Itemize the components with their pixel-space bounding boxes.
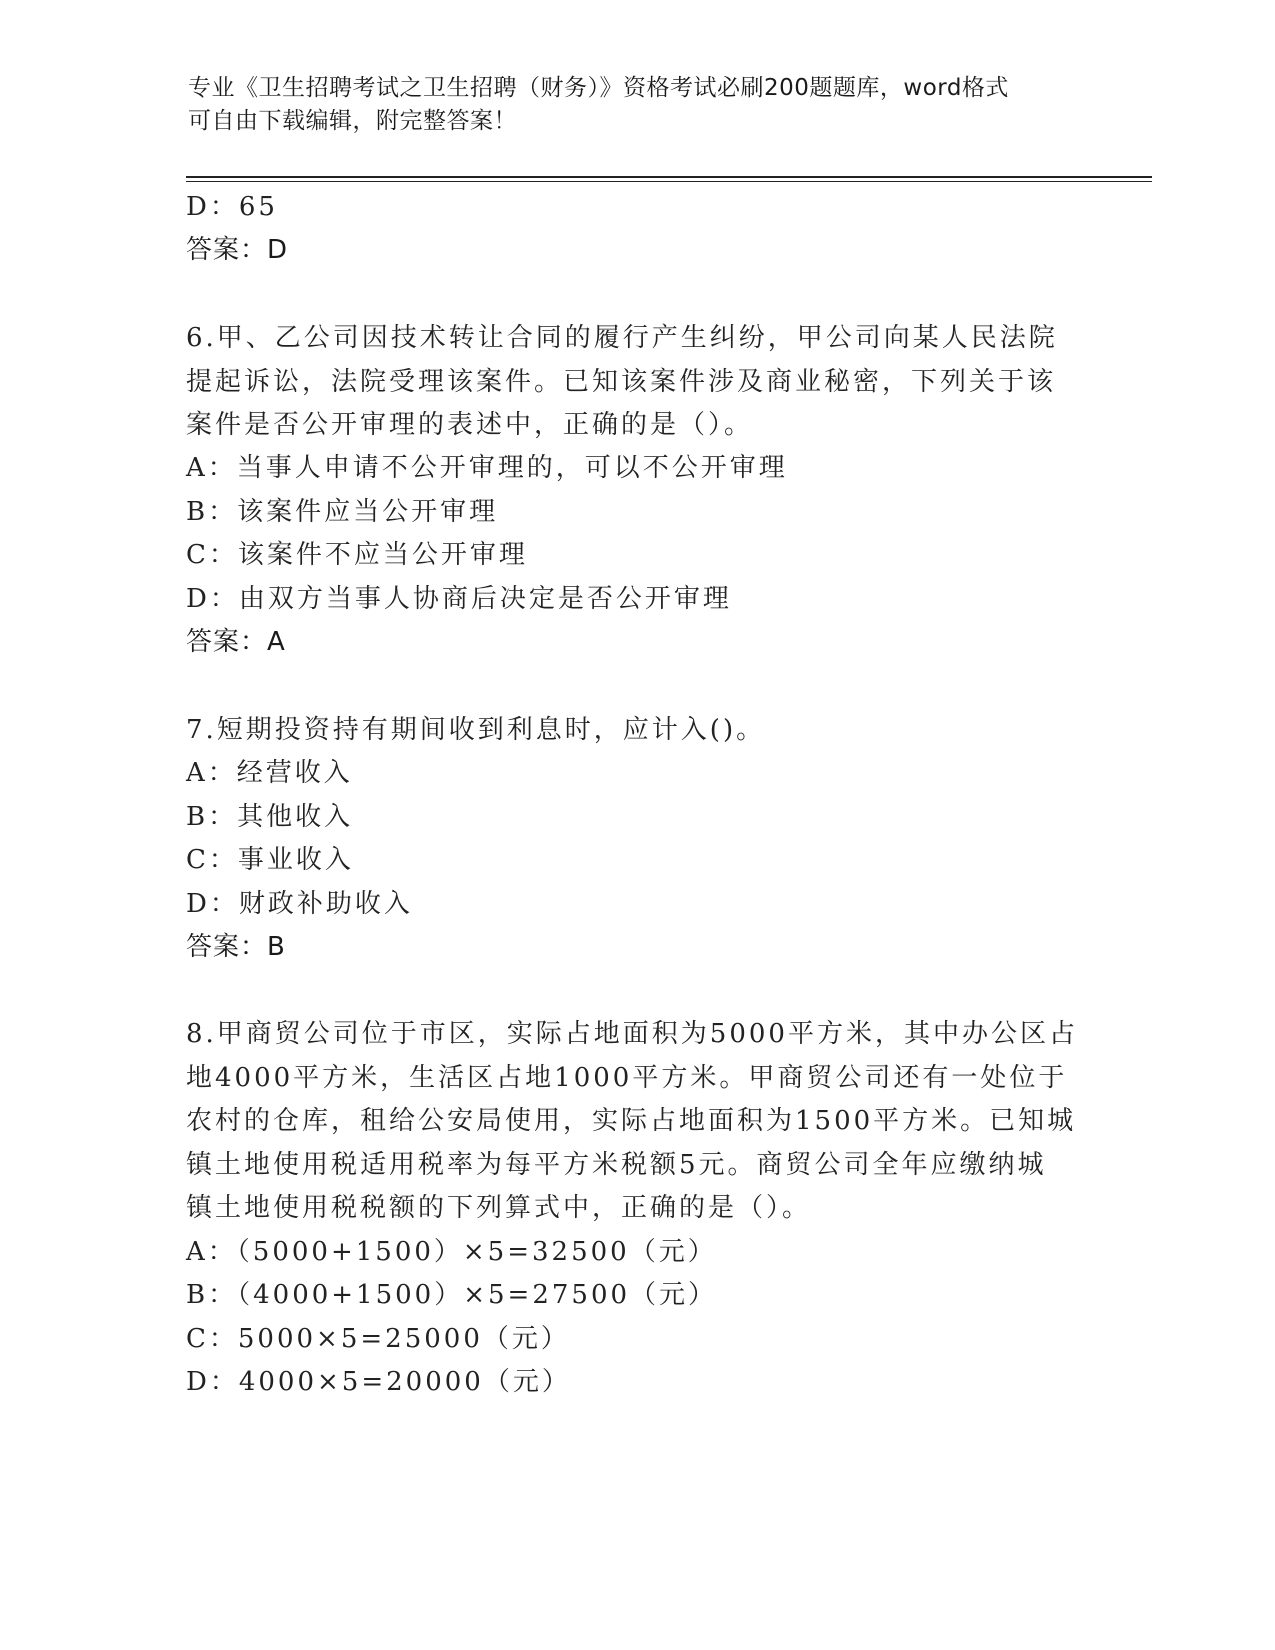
q8-option-b: B：（4000+1500）×5=27500（元） [186, 1280, 718, 1310]
q8-stem-line-1: 8.甲商贸公司位于市区，实际占地面积为5000平方米，其中办公区占 [186, 1019, 1078, 1049]
q8-option-d: D：4000×5=20000（元） [186, 1367, 571, 1397]
q7-stem-line-1: 7.短期投资持有期间收到利息时，应计入()。 [186, 715, 766, 745]
q6-answer: 答案：A [186, 627, 286, 657]
q7-option-d: D：财政补助收入 [186, 889, 413, 919]
q7-option-b: B：其他收入 [186, 802, 354, 832]
q7-answer: 答案：B [186, 932, 286, 962]
q6-option-c: C：该案件不应当公开审理 [186, 540, 528, 570]
header-divider-thin [186, 181, 1152, 182]
q8-stem-line-2: 地4000平方米，生活区占地1000平方米。甲商贸公司还有一处位于 [186, 1063, 1068, 1093]
document-header [188, 72, 1088, 138]
q8-stem-line-3: 农村的仓库，租给公安局使用，实际占地面积为1500平方米。已知城 [186, 1106, 1077, 1136]
q8-stem-line-5: 镇土地使用税税额的下列算式中，正确的是（）。 [186, 1193, 812, 1223]
q5-answer: 答案：D [186, 235, 289, 265]
q7-option-c: C：事业收入 [186, 845, 354, 875]
q8-option-a: A：（5000+1500）×5=32500（元） [186, 1237, 717, 1267]
header-title-line: 专业《卫生招聘考试之卫生招聘（财务）》资格考试必刷200题题库，word格式 [188, 75, 1009, 101]
q6-option-d: D：由双方当事人协商后决定是否公开审理 [186, 584, 732, 614]
q7-option-a: A：经营收入 [186, 758, 353, 788]
header-subtitle-line: 可自由下载编辑，附完整答案！ [188, 108, 517, 134]
q6-option-b: B：该案件应当公开审理 [186, 497, 499, 527]
q6-stem-line-1: 6.甲、乙公司因技术转让合同的履行产生纠纷，甲公司向某人民法院 [186, 323, 1058, 353]
header-divider-thick [186, 176, 1152, 178]
q5-option-d: D：65 [186, 192, 278, 222]
q6-option-a: A：当事人申请不公开审理的，可以不公开审理 [186, 453, 788, 483]
q8-option-c: C：5000×5=25000（元） [186, 1324, 570, 1354]
q8-stem-line-4: 镇土地使用税适用税率为每平方米税额5元。商贸公司全年应缴纳城 [186, 1150, 1047, 1180]
q6-stem-line-3: 案件是否公开审理的表述中，正确的是（）。 [186, 410, 754, 440]
q6-stem-line-2: 提起诉讼，法院受理该案件。已知该案件涉及商业秘密，下列关于该 [186, 367, 1057, 397]
